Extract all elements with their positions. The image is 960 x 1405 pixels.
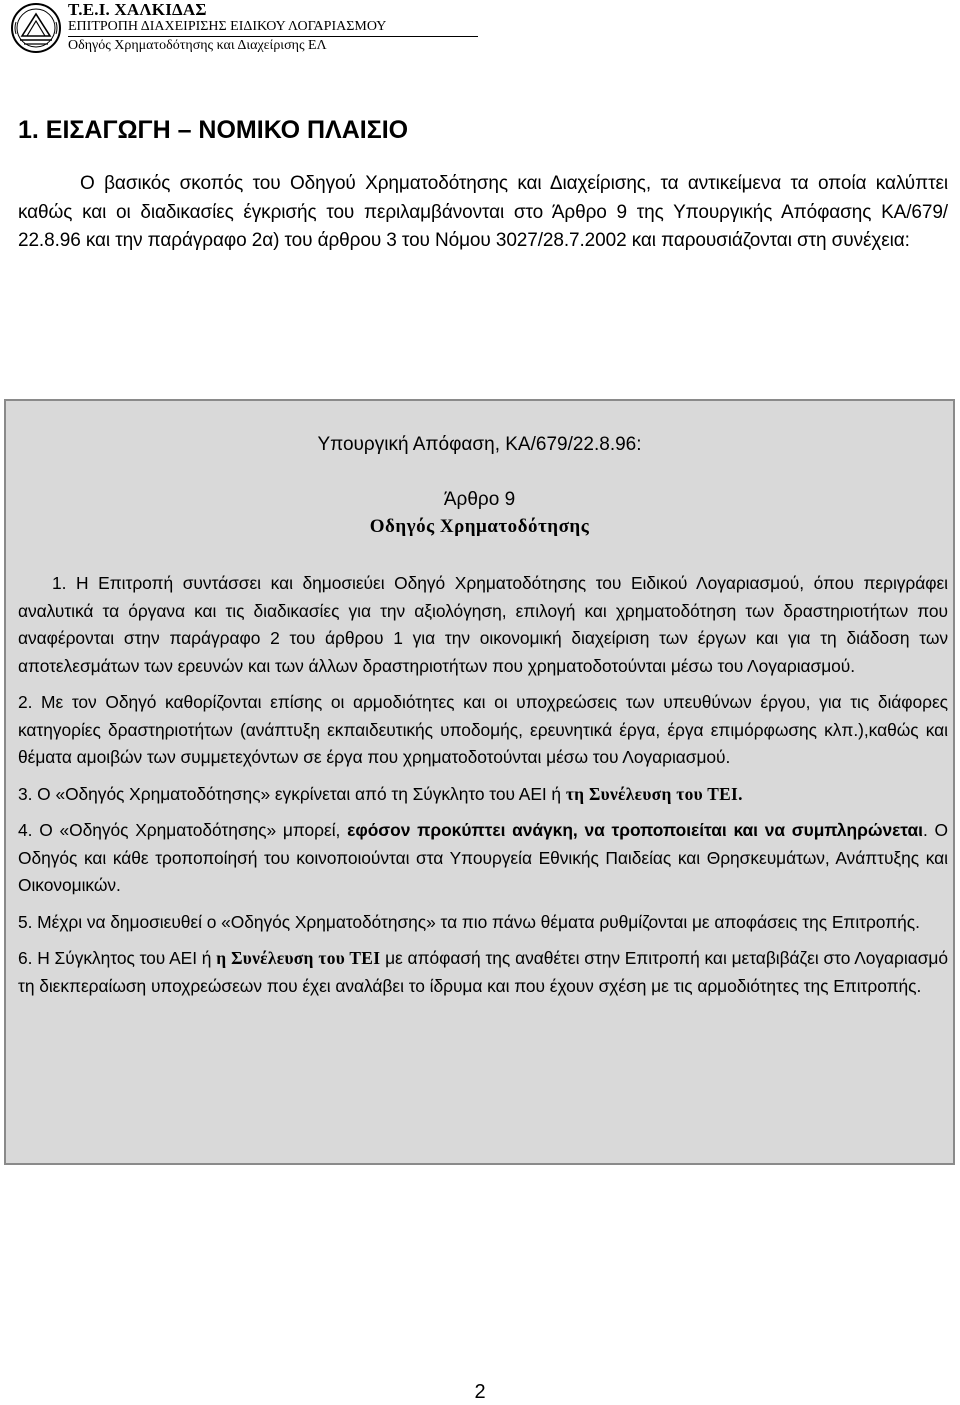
article-paragraph [18,817,948,900]
section-heading: 1. ΕΙΣΑΓΩΓΗ – ΝΟΜΙΚΟ ΠΛΑΙΣΙΟ [18,116,409,144]
paragraph-bold-text: η Συνέλευση του ΤΕΙ [216,948,381,968]
paragraph-text: 6. Η Σύγκλητος του ΑΕΙ ή [18,948,217,968]
article-title: Άρθρο 9 [443,489,516,510]
law-quote-box [4,399,955,1165]
article-paragraph [18,945,948,1000]
intro-paragraph: Ο βασικός σκοπός του Οδηγού Χρηματοδότησης και Διαχείρισης, τα αντικείμενα τα οποία καλύπτει καθώς και οι διαδικασίες έγκρισής του περιλαμβάνονται στο Άρθρο 9 της Υπουργικής Απόφασης ΚΑ/679/ 22.8.96 και την παράγραφο 2α) του άρθρου 3 του Νόμου 3027/28.7.2002 και παρουσιάζονται στη συνέχεια: [18,173,948,251]
paragraph-bold-text: εφόσον προκύπτει ανάγκη, να τροποποιείται και να συμπληρώνεται [347,820,923,840]
header-text [68,0,478,54]
page-header [10,0,480,58]
paragraph-text: με απόφασή της αναθέτει στην Επιτροπή και μεταβιβάζει στο Λογαριασμό τη διεκπεραίωση υποχρεώσεων που έχει αναλάβει το ίδρυμα και που έχουν σχέση με τις αρμοδιότητες της Επιτροπής. [18,948,948,996]
article-paragraph [18,909,948,937]
paragraph-text: . Ο Οδηγός και κάθε τροποποίησή του κοινοποιούνται στα Υπουργεία Εθνικής Παιδείας και Θρησκευμάτων, Ανάπτυξης και Οικονομικών. [18,820,949,895]
institution-seal-icon [10,2,62,54]
paragraph-text: 5. Μέχρι να δημοσιευθεί ο «Οδηγός Χρηματοδότησης» τα πιο πάνω θέματα ρυθμίζονται με αποφάσεις της Επιτροπής. [18,911,920,932]
paragraph-text: 3. Ο «Οδηγός Χρηματοδότησης» εγκρίνεται από τη Σύγκλητο του ΑΕΙ ή [18,783,566,804]
page-number: 2 [474,1381,486,1403]
paragraph-bold-text: τη Συνέλευση του ΤΕΙ. [565,783,743,804]
article-paragraph-list [18,570,948,1009]
paragraph-text: 2. Με τον Οδηγό καθορίζονται επίσης οι αρμοδιότητες και οι υποχρεώσεις των υπευθύνων έργου, για τις διάφορες κατηγορίες δραστηριοτήτων (ανάπτυξη εκπαιδευτικής υποδομής, ερευνητικά έργα, έργα επιμόρφωσης κλπ.),καθώς και θέματα αμοιβών των συμμετεχόντων σε έργα που χρηματοδοτούνται μέσω του Λογαριασμού. [18,692,948,767]
committee-name: ΕΠΙΤΡΟΠΗ ΔΙΑΧΕΙΡΙΣΗΣ ΕΙΔΙΚΟΥ ΛΟΓΑΡΙΑΣΜΟΥ [68,19,478,37]
article-paragraph [18,570,948,680]
guide-name: Οδηγός Χρηματοδότησης και Διαχείρισης ΕΛ [68,38,327,53]
ministerial-decision-title: Υπουργική Απόφαση, ΚΑ/679/22.8.96: [317,434,642,455]
article-paragraph [18,689,948,772]
article-paragraph [18,781,948,809]
institution-name: Τ.Ε.Ι. ΧΑΛΚΙΔΑΣ [68,0,207,19]
paragraph-text: 1. Η Επιτροπή συντάσσει και δημοσιεύει Οδηγό Χρηματοδότησης του Ειδικού Λογαριασμού, όπου περιγράφει αναλυτικά τα όργανα και τις διαδικασίες για την αξιολόγηση, επιλογή και χρηματοδότηση των δραστηριοτήτων που αναφέρονται στην παράγραφο 2 του άρθρου 1 για την οικονομική διαχείριση των έργων και για τη διάδοση των αποτελεσμάτων των ερευνών και των άλλων δραστηριοτήτων που χρηματοδοτούνται μέσω του Λογαριασμού. [18,573,948,676]
paragraph-text: 4. Ο «Οδηγός Χρηματοδότησης» μπορεί, [18,820,348,840]
article-subtitle: Οδηγός Χρηματοδότησης [369,516,590,537]
